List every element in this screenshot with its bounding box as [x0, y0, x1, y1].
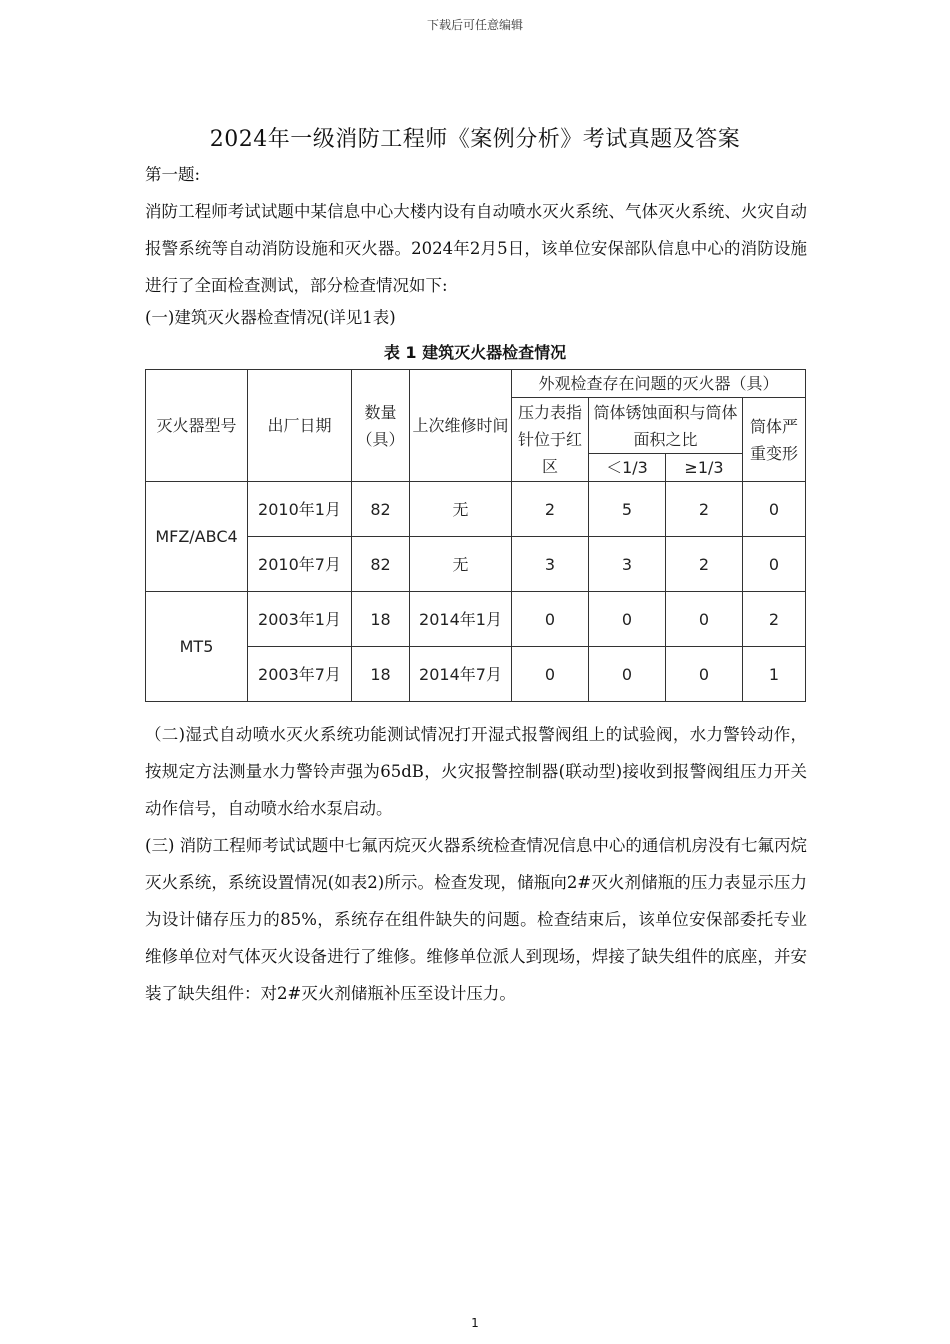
deformation-cell: 2: [743, 592, 806, 647]
section3-paragraph: (三) 消防工程师考试试题中七氟丙烷灭火器系统检查情况信息中心的通信机房没有七氟丙烷灭火系统，系统设置情况(如表2)所示。检查发现，储瓶向2#灭火剂储瓶的压力表显示压力为设计储存压力的85%，系统存在组件缺失的问题。检查结束后，该单位安保部委托专业维修单位对气体灭火设备进行了维修。维修单位派人到现场，焊接了缺失组件的底座，并安装了缺失组件：对2#灭火剂储瓶补压至设计压力。: [145, 836, 807, 1003]
header-corrosion-ge: ≥1/3: [666, 454, 743, 482]
qty-cell: 82: [352, 537, 410, 592]
maintenance-cell: 无: [410, 537, 512, 592]
header-quantity: 数量（具）: [352, 370, 410, 482]
maintenance-cell: 2014年1月: [410, 592, 512, 647]
intro-paragraph: 消防工程师考试试题中某信息中心大楼内设有自动喷水灭火系统、气体灭火系统、火灾自动报警系统等自动消防设施和灭火器。2024年2月5日，该单位安保部队信息中心的消防设施进行了全面检查测试，部分检查情况如下:: [145, 202, 807, 295]
pressure-cell: 2: [512, 482, 589, 537]
header-corrosion-group: 筒体锈蚀面积与筒体面积之比: [589, 398, 743, 454]
table1-caption: 表 1 建筑灭火器检查情况: [383, 343, 567, 362]
maintenance-cell: 无: [410, 482, 512, 537]
corrosion-ge-cell: 0: [666, 647, 743, 702]
date-cell: 2010年7月: [248, 537, 352, 592]
corrosion-lt-cell: 0: [589, 647, 666, 702]
section1-heading: (一)建筑灭火器检查情况(详见1表): [145, 308, 396, 327]
page-header-note: 下载后可任意编辑: [426, 18, 523, 32]
document-title: 2024年一级消防工程师《案例分析》考试真题及答案: [209, 127, 741, 152]
corrosion-lt-cell: 3: [589, 537, 666, 592]
qty-cell: 18: [352, 592, 410, 647]
date-cell: 2010年1月: [248, 482, 352, 537]
corrosion-ge-cell: 2: [666, 537, 743, 592]
qty-cell: 82: [352, 482, 410, 537]
header-manufacture-date: 出厂日期: [248, 370, 352, 482]
model-cell: MFZ/ABC4: [146, 482, 248, 592]
deformation-cell: 0: [743, 537, 806, 592]
header-model: 灭火器型号: [146, 370, 248, 482]
qty-cell: 18: [352, 647, 410, 702]
corrosion-lt-cell: 0: [589, 592, 666, 647]
corrosion-lt-cell: 5: [589, 482, 666, 537]
table-row: [146, 482, 806, 537]
table-row: [146, 592, 806, 647]
pressure-cell: 0: [512, 592, 589, 647]
date-cell: 2003年7月: [248, 647, 352, 702]
pressure-cell: 0: [512, 647, 589, 702]
header-pressure-red: 压力表指针位于红区: [512, 398, 589, 482]
date-cell: 2003年1月: [248, 592, 352, 647]
header-last-maintenance: 上次维修时间: [410, 370, 512, 482]
maintenance-cell: 2014年7月: [410, 647, 512, 702]
corrosion-ge-cell: 0: [666, 592, 743, 647]
header-deformation: 筒体严重变形: [743, 398, 806, 482]
header-corrosion-lt: ＜1/3: [589, 454, 666, 482]
model-cell: MT5: [146, 592, 248, 702]
corrosion-ge-cell: 2: [666, 482, 743, 537]
header-row-1: [146, 370, 806, 398]
section2-paragraph: （二)湿式自动喷水灭火系统功能测试情况打开湿式报警阀组上的试验阀，水力警铃动作，按规定方法测量水力警铃声强为65dB，火灾报警控制器(联动型)接收到报警阀组压力开关动作信号，自动喷水给水泵启动。: [145, 725, 807, 818]
deformation-cell: 1: [743, 647, 806, 702]
page-number: 1: [471, 1316, 479, 1330]
deformation-cell: 0: [743, 482, 806, 537]
question-label: 第一题:: [145, 165, 201, 184]
pressure-cell: 3: [512, 537, 589, 592]
header-appearance-group: 外观检查存在问题的灭火器（具）: [512, 370, 806, 398]
extinguisher-inspection-table: [145, 369, 806, 702]
